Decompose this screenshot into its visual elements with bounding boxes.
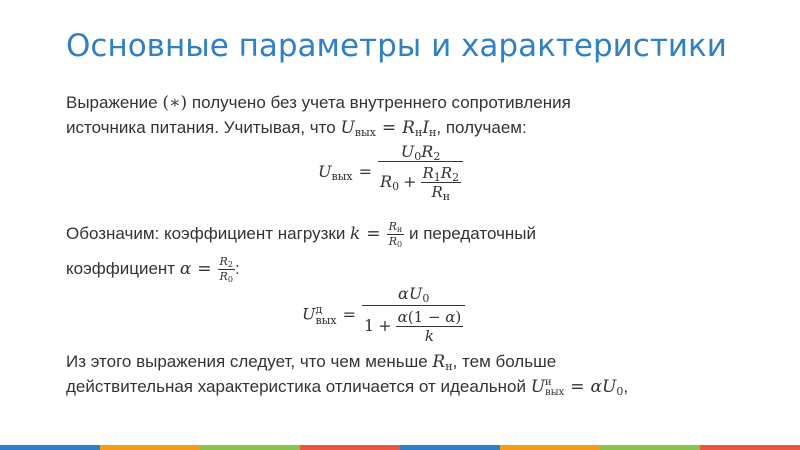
bar-segment [300,445,400,450]
bar-segment [0,445,100,450]
paragraph-4-line-1 [66,352,556,372]
fraction: U0R2 R0 + $\frac{R_1R_2}{R_н}$ [378,142,463,201]
formula-uvyh-d: U д вых = αU0 1 + $\frac{\alpha(1 - \alpha)}{k}$ [302,284,465,345]
text: коэффициент [66,259,180,278]
text: Выражение [66,93,163,112]
inline-formula-uvyh-ideal: U и вых = αU0 [530,376,624,398]
text: действительная характеристика отличается от идеальной [66,377,531,396]
paragraph-1-line-1 [66,93,571,113]
text: , получаем: [436,118,527,137]
bar-segment [400,445,500,450]
inline-formula-k: k = $\frac{Rн}{R0}$ [350,220,403,249]
text: : [234,259,240,278]
text: Из этого выражения следует, что чем меньше [66,352,433,371]
bar-segment [200,445,300,450]
paragraph-2 [66,220,536,249]
text: и передаточный [404,224,537,243]
text: источника питания. Учитывая, что [66,118,341,137]
formula-uvyh: Uвых = U0R2 R0 + $\frac{R_1R_2}{R_н}$ [318,142,463,201]
paragraph-1-line-2 [66,118,527,138]
inline-formula-rn: Rн [432,352,453,373]
text: Обозначим: коэффициент нагрузки [66,224,351,243]
paragraph-3 [66,255,240,284]
slide-title: Основные параметры и характеристики [66,28,727,64]
inline-formula-alpha: α = $\frac{R2}{R0}$ [179,255,233,284]
equation-ref: (∗) [162,93,188,113]
bar-segment [100,445,200,450]
fraction: αU0 1 + $\frac{\alpha(1 - \alpha)}{k}$ [362,284,465,345]
paragraph-4-line-2 [66,377,628,398]
bar-segment [600,445,700,450]
text: , тем больше [452,352,557,371]
text: , [623,377,629,396]
bar-segment [500,445,600,450]
bottom-color-bar [0,445,800,450]
inline-formula-uvyh: Uвых = RнIн [340,118,437,139]
text: получено без учета внутреннего сопротивления [187,93,571,112]
bar-segment [700,445,800,450]
